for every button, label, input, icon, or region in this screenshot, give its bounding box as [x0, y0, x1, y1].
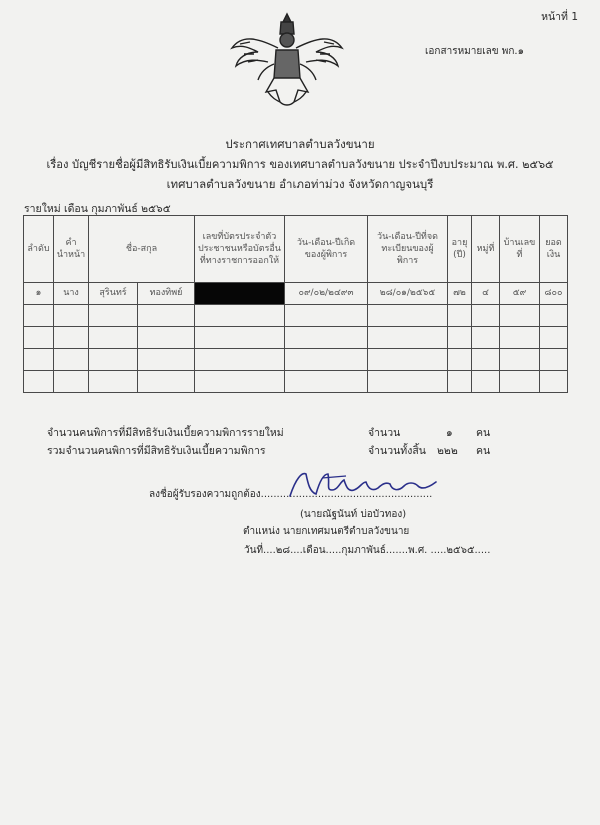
- new-count-label: จำนวนคนพิการที่มีสิทธิรับเงินเบี้ยความพิการรายใหม่: [47, 427, 284, 439]
- total-count-unit: คน: [476, 445, 491, 457]
- header-house-no: บ้านเลขที่: [500, 216, 540, 283]
- certify-line: ลงชื่อผู้รับรองความถูกต้อง......................................................: [149, 489, 433, 500]
- location-line: เทศบาลตำบลวังขนาย อำเภอท่าม่วง จังหวัดกาญจนบุรี: [166, 177, 434, 191]
- empty-row: [24, 349, 568, 371]
- cell-house-no: ๕๙: [500, 283, 540, 305]
- header-moo: หมู่ที่: [472, 216, 500, 283]
- redacted-id-number: [195, 283, 285, 305]
- new-count-caption: จำนวน: [368, 427, 401, 439]
- beneficiary-table: [23, 215, 568, 393]
- page-number: หน้าที่ 1: [541, 11, 578, 23]
- cell-birth-date: ๐๙/๐๒/๒๔๙๓: [285, 283, 368, 305]
- cell-prefix: นาง: [54, 283, 89, 305]
- announcement-title: ประกาศเทศบาลตำบลวังขนาย: [225, 137, 375, 151]
- cell-no: ๑: [24, 283, 54, 305]
- new-count-value: ๑: [446, 427, 453, 439]
- cell-registration-date: ๒๘/๐๑/๒๕๖๕: [368, 283, 448, 305]
- header-name: ชื่อ-สกุล: [89, 216, 195, 283]
- month-label: รายใหม่ เดือน กุมภาพันธ์ ๒๕๖๕: [24, 203, 171, 215]
- empty-row: [24, 327, 568, 349]
- subject-line: เรื่อง บัญชีรายชื่อผู้มีสิทธิรับเงินเบี้ยความพิการ ของเทศบาลตำบลวังขนาย ประจำปีงบประมาณ พ.ศ. ๒๕๖๕: [46, 158, 554, 171]
- table-row: [24, 283, 568, 305]
- handwritten-signature: [286, 468, 446, 502]
- header-birth-date: วัน-เดือน-ปีเกิด ของผู้พิการ: [285, 216, 368, 283]
- cell-age: ๗๒: [448, 283, 472, 305]
- header-registration-date: วัน-เดือน-ปีที่จด ทะเบียนของผู้ พิการ: [368, 216, 448, 283]
- garuda-emblem-icon: [228, 8, 346, 108]
- header-age: อายุ (ปี): [448, 216, 472, 283]
- cell-first-name: สุรินทร์: [89, 283, 138, 305]
- new-count-unit: คน: [476, 427, 491, 439]
- header-id-card: เลขที่บัตรประจำตัว ประชาชนหรือบัตรอื่น ที่ทางราชการออกให้: [195, 216, 285, 283]
- empty-row: [24, 371, 568, 393]
- header-amount: ยอดเงิน: [540, 216, 568, 283]
- total-count-caption: จำนวนทั้งสิ้น: [368, 445, 426, 457]
- signer-position: ตำแหน่ง นายกเทศมนตรีตำบลวังขนาย: [243, 526, 410, 537]
- signer-name: (นายณัฐนันท์ บ่อบัวทอง): [300, 509, 407, 520]
- empty-row: [24, 305, 568, 327]
- header-no: ลำดับ: [24, 216, 54, 283]
- cell-amount: ๘๐๐: [540, 283, 568, 305]
- cell-moo: ๔: [472, 283, 500, 305]
- cell-last-name: ทองทิพย์: [138, 283, 195, 305]
- document-reference: เอกสารหมายเลข พก.๑: [425, 46, 524, 57]
- total-count-value: ๒๒๒: [437, 445, 458, 457]
- signed-date: วันที่....๒๘....เดือน.....กุมภาพันธ์.......พ.ศ. .....๒๕๖๕.....: [244, 545, 491, 556]
- header-prefix: คำ นำหน้า: [54, 216, 89, 283]
- total-count-label: รวมจำนวนคนพิการที่มีสิทธิรับเงินเบี้ยความพิการ: [47, 445, 266, 457]
